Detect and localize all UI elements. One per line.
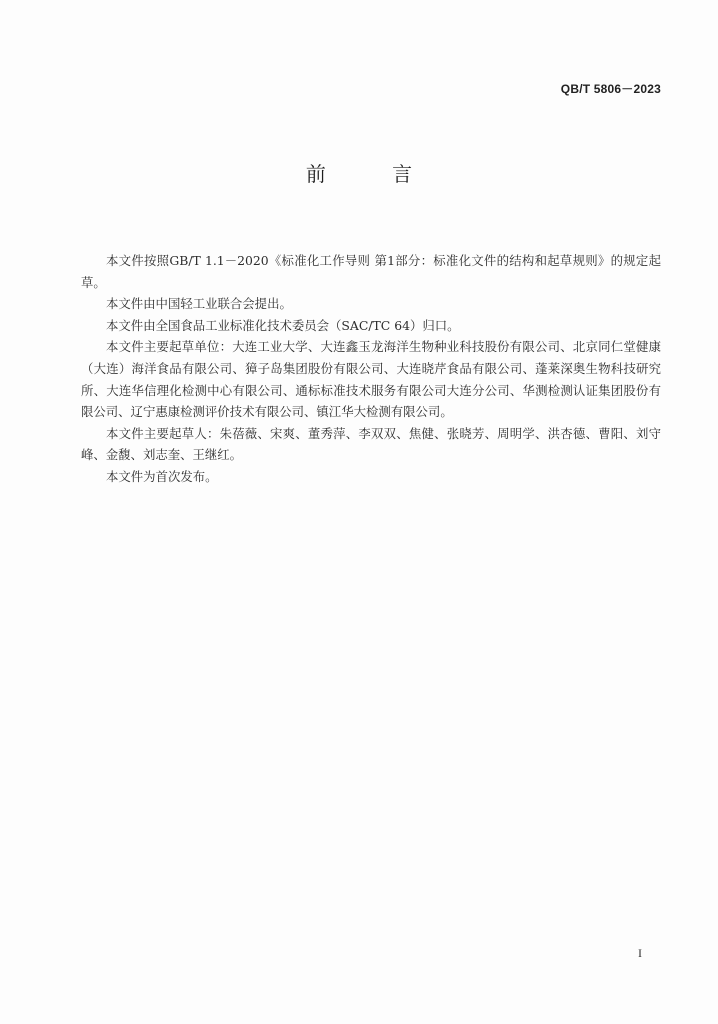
paragraph-proposer: 本文件由中国轻工业联合会提出。: [106, 296, 292, 312]
standard-code: QB/T 5806－2023: [560, 82, 661, 96]
paragraph-drafters: 本文件主要起草人：朱蓓薇、宋爽、董秀萍、李双双、焦健、张晓芳、周明学、洪杏德、曹阳、刘守峰、金馥、刘志奎、王继红。: [81, 425, 661, 463]
paragraph-drafting-rules: 本文件按照GB/T 1.1－2020《标准化工作导则 第1部分：标准化文件的结构和起草规则》的规定起草。: [81, 253, 661, 290]
page-title: 前 言: [305, 162, 443, 186]
paragraph-first-release: 本文件为首次发布。: [106, 468, 218, 484]
page-number: I: [638, 946, 642, 960]
foreword-body: [81, 250, 661, 488]
paragraph-centralized-by: 本文件由全国食品工业标准化技术委员会（SAC/TC 64）归口。: [106, 317, 460, 333]
paragraph-drafting-units: 本文件主要起草单位：大连工业大学、大连鑫玉龙海洋生物种业科技股份有限公司、北京同仁堂健康（大连）海洋食品有限公司、獐子岛集团股份有限公司、大连晓芹食品有限公司、蓬莱深奥生物科技研究所、大连华信理化检测中心有限公司、通标标准技术服务有限公司大连分公司、华测检测认证集团股份有限公司、辽宁惠康检测评价技术有限公司、镇江华大检测有限公司。: [81, 339, 661, 420]
